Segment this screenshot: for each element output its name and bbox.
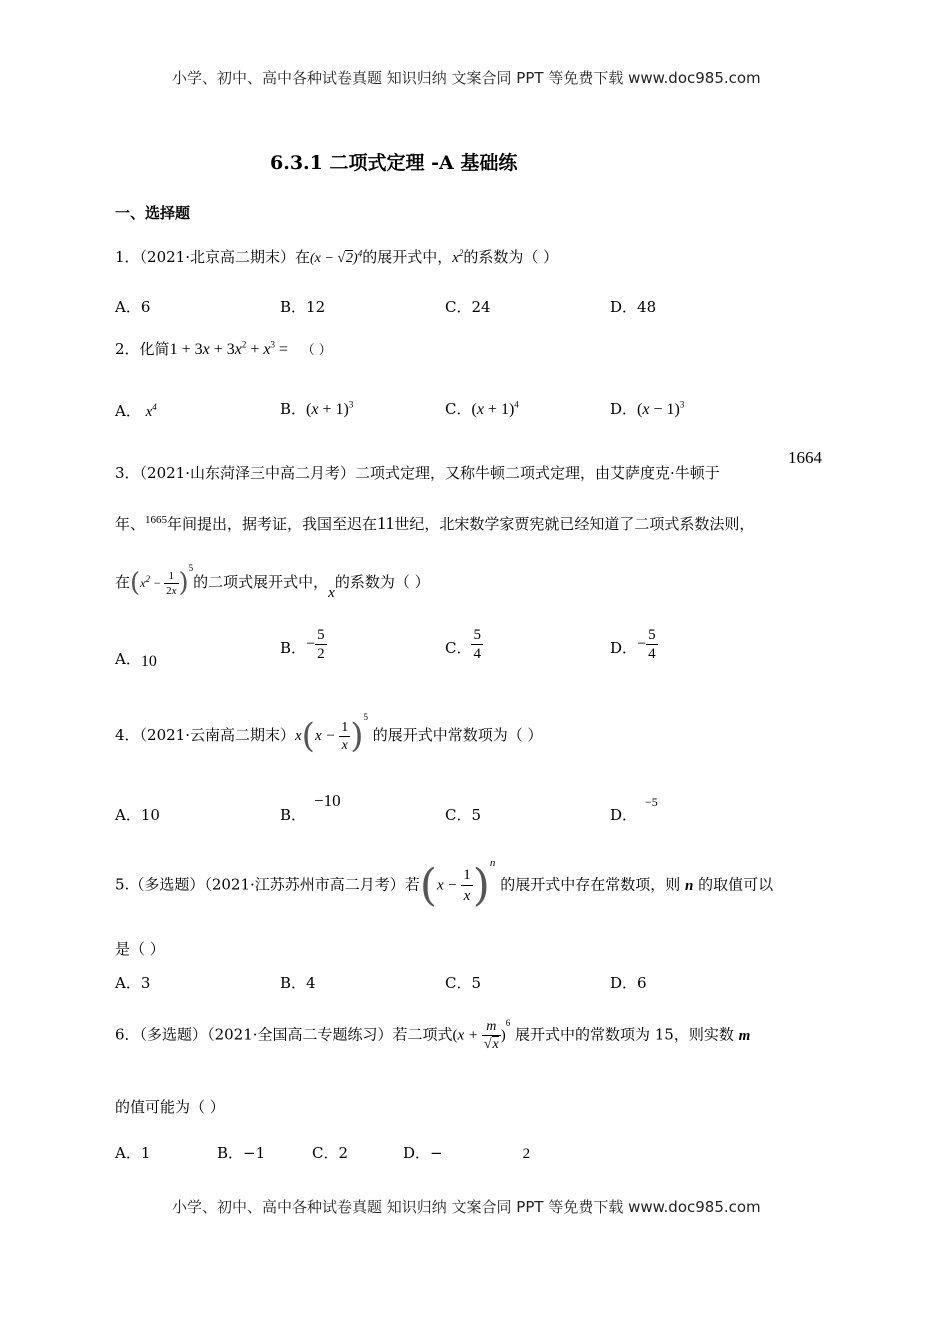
fraction-numerator: 5 bbox=[317, 627, 325, 643]
question-text: 的展开式中， bbox=[362, 248, 453, 266]
century-value: 11 bbox=[377, 513, 395, 533]
option-label: C． bbox=[445, 638, 472, 657]
q1-option-b[interactable]: B．12 bbox=[280, 298, 326, 316]
question-number: 5. bbox=[115, 875, 130, 894]
q3-option-b[interactable]: B．− $\frac{5}{2}$ bbox=[280, 627, 325, 662]
question-text: 的展开式中存在常数项，则 bbox=[500, 875, 685, 894]
formula: $x^4$ bbox=[145, 402, 157, 420]
question-text: 年、 bbox=[115, 515, 146, 533]
option-label: B． bbox=[280, 400, 307, 418]
formula: x bbox=[295, 728, 302, 744]
q2-option-c[interactable] bbox=[445, 398, 519, 419]
option-label: A． bbox=[115, 402, 141, 420]
fraction-numerator: 5 bbox=[648, 627, 656, 643]
question-text: 若二项式 bbox=[392, 1025, 453, 1044]
question-text: 的二项式展开式中， bbox=[193, 573, 329, 591]
question-source: （2021·全国高二专题练习） bbox=[207, 1025, 393, 1044]
q4-option-b[interactable] bbox=[280, 790, 341, 824]
question-6: 6．（多选题）（2021·全国高二专题练习）若二项式(x + $\frac{m}{√x}$ )$^6$ 展开式中的常数项为 15，则实数 m bbox=[115, 1017, 751, 1052]
fraction-numerator: 5 bbox=[473, 627, 481, 643]
formula: $x^2$ bbox=[452, 248, 464, 266]
option-label: D． bbox=[610, 638, 638, 657]
q6-option-a[interactable]: A．1 bbox=[115, 1144, 151, 1162]
q2-option-b[interactable] bbox=[280, 398, 353, 419]
q6-option-c[interactable]: C．2 bbox=[312, 1144, 349, 1162]
question-number: 1． bbox=[115, 248, 140, 266]
header-banner: 小学、初中、高中各种试卷真题 知识归纳 文案合同 PPT 等免费下载 www.doc985.com bbox=[172, 69, 761, 87]
question-text: 的系数为（ ） bbox=[334, 573, 430, 591]
option-value: −10 bbox=[314, 791, 341, 810]
q1-option-d[interactable]: D．48 bbox=[610, 298, 657, 316]
question-1 bbox=[115, 246, 558, 267]
formula-fraction: $\frac{1}{x}$ bbox=[463, 867, 471, 904]
question-text: 在 bbox=[295, 248, 311, 266]
question-4: 4．（2021·云南高二期末）x(x − $\frac{1}{x}$ )$^5$ 的展开式中常数项为（ ） bbox=[115, 712, 543, 756]
formula: $(x - √2)^4$ bbox=[310, 248, 363, 266]
option-label: D．− bbox=[403, 1144, 443, 1162]
formula-fraction: $\frac{m}{√x}$ bbox=[483, 1019, 499, 1052]
question-tag: （多选题） bbox=[139, 1025, 208, 1044]
variable: m bbox=[738, 1027, 751, 1044]
question-3-line-3: 在($x^2$ − $\frac{1}{2x}$ )$^5$的二项式展开式中，x的系数为（ ） bbox=[115, 563, 430, 601]
question-number: 4． bbox=[115, 726, 140, 744]
option-value: 10 bbox=[140, 653, 157, 670]
section-heading: 一、选择题 bbox=[115, 204, 191, 222]
question-number: 6． bbox=[115, 1025, 140, 1044]
option-label: D． bbox=[610, 806, 638, 824]
question-number: 2． bbox=[115, 340, 140, 358]
q5-option-c[interactable]: C．5 bbox=[445, 974, 482, 992]
question-text: 世纪，北宋数学家贾宪就已经知道了二项式系数法则， bbox=[394, 515, 755, 533]
fraction-denominator: 4 bbox=[473, 646, 481, 662]
q4-option-c[interactable]: C．5 bbox=[445, 806, 482, 824]
question-text: 化简 bbox=[139, 340, 170, 358]
formula-fraction: $\frac{1}{x}$ bbox=[341, 719, 349, 753]
question-text: 若 bbox=[404, 875, 420, 894]
q5-option-b[interactable]: B．4 bbox=[280, 974, 316, 992]
formula: x + bbox=[457, 1027, 482, 1044]
q3-option-a[interactable] bbox=[115, 648, 157, 669]
footer-banner: 小学、初中、高中各种试卷真题 知识归纳 文案合同 PPT 等免费下载 www.doc985.com bbox=[172, 1198, 761, 1216]
question-text: 年间提出，据考证，我国至迟在 bbox=[167, 515, 378, 533]
option-label: B． bbox=[280, 806, 307, 824]
question-6-line-2: 的值可能为（ ） bbox=[115, 1098, 225, 1116]
formula: $1 + 3x + 3x^2 + x^3$ = bbox=[169, 339, 293, 358]
question-3-line-2 bbox=[115, 513, 754, 534]
formula: $(x - 1)^3$ bbox=[637, 399, 685, 418]
q3-option-c[interactable] bbox=[445, 626, 483, 663]
option-value: −5 bbox=[645, 795, 658, 809]
question-source: （2021·江苏苏州市高二月考） bbox=[204, 875, 405, 894]
page-title: 6.3.1 二项式定理 -A 基础练 bbox=[270, 152, 518, 174]
q4-option-a[interactable]: A．10 bbox=[115, 806, 160, 824]
q2-option-a[interactable] bbox=[115, 400, 157, 421]
question-source: （2021·北京高二期末） bbox=[139, 248, 295, 266]
variable: n bbox=[684, 877, 694, 894]
question-5-line-2: 是（ ） bbox=[115, 940, 165, 958]
question-text: 的取值可以 bbox=[693, 875, 774, 894]
year-1665: 1665 bbox=[145, 514, 168, 526]
question-3-line-1: 3．（2021·山东菏泽三中高二月考）二项式定理，又称牛顿二项式定理，由艾萨度克·牛顿于 bbox=[115, 464, 720, 482]
q5-option-a[interactable]: A．3 bbox=[115, 974, 151, 992]
year-1664: 1664 bbox=[788, 448, 822, 467]
fraction-denominator: 4 bbox=[648, 646, 656, 662]
question-text: 展开式中的常数项为 15，则实数 bbox=[515, 1025, 739, 1044]
option-label: D． bbox=[610, 400, 638, 418]
option-label: C． bbox=[445, 400, 472, 418]
question-text: 的系数为（ ） bbox=[463, 248, 559, 266]
question-text: 在 bbox=[115, 573, 131, 591]
formula: $(x + 1)^3$ bbox=[306, 399, 354, 418]
formula: $(x + 1)^4$ bbox=[471, 399, 519, 418]
formula: x − bbox=[314, 728, 340, 744]
formula-fraction: $\frac{1}{2x}$ bbox=[166, 569, 177, 597]
question-text: （ ） bbox=[301, 343, 332, 358]
q6-option-d[interactable] bbox=[403, 1142, 531, 1163]
formula: $x^2$ − bbox=[140, 574, 165, 590]
question-5: 5.（多选题）（2021·江苏苏州市高二月考）若(x − $\frac{1}{x}$ )$^n$ 的展开式中存在常数项，则 n 的取值可以 bbox=[115, 856, 774, 911]
q5-option-d[interactable]: D．6 bbox=[610, 974, 647, 992]
question-tag: （多选题） bbox=[129, 875, 205, 894]
q6-option-b[interactable]: B．−1 bbox=[217, 1144, 266, 1162]
option-value: 2 bbox=[522, 1146, 531, 1162]
q4-option-d[interactable] bbox=[610, 790, 658, 824]
q2-option-d[interactable] bbox=[610, 398, 684, 419]
question-text: 的展开式中常数项为（ ） bbox=[372, 726, 543, 744]
fraction-denominator: 2 bbox=[317, 646, 325, 662]
option-label: A． bbox=[115, 650, 141, 668]
q1-option-a[interactable]: A．6 bbox=[115, 298, 151, 316]
formula: x − bbox=[436, 877, 462, 894]
option-label: B． bbox=[280, 638, 307, 657]
question-source: （2021·云南高二期末） bbox=[139, 726, 295, 744]
q3-option-d[interactable]: D．− $\frac{5}{4}$ bbox=[610, 627, 656, 662]
question-2 bbox=[115, 338, 332, 359]
q1-option-c[interactable]: C．24 bbox=[445, 298, 491, 316]
formula: x bbox=[328, 585, 335, 601]
